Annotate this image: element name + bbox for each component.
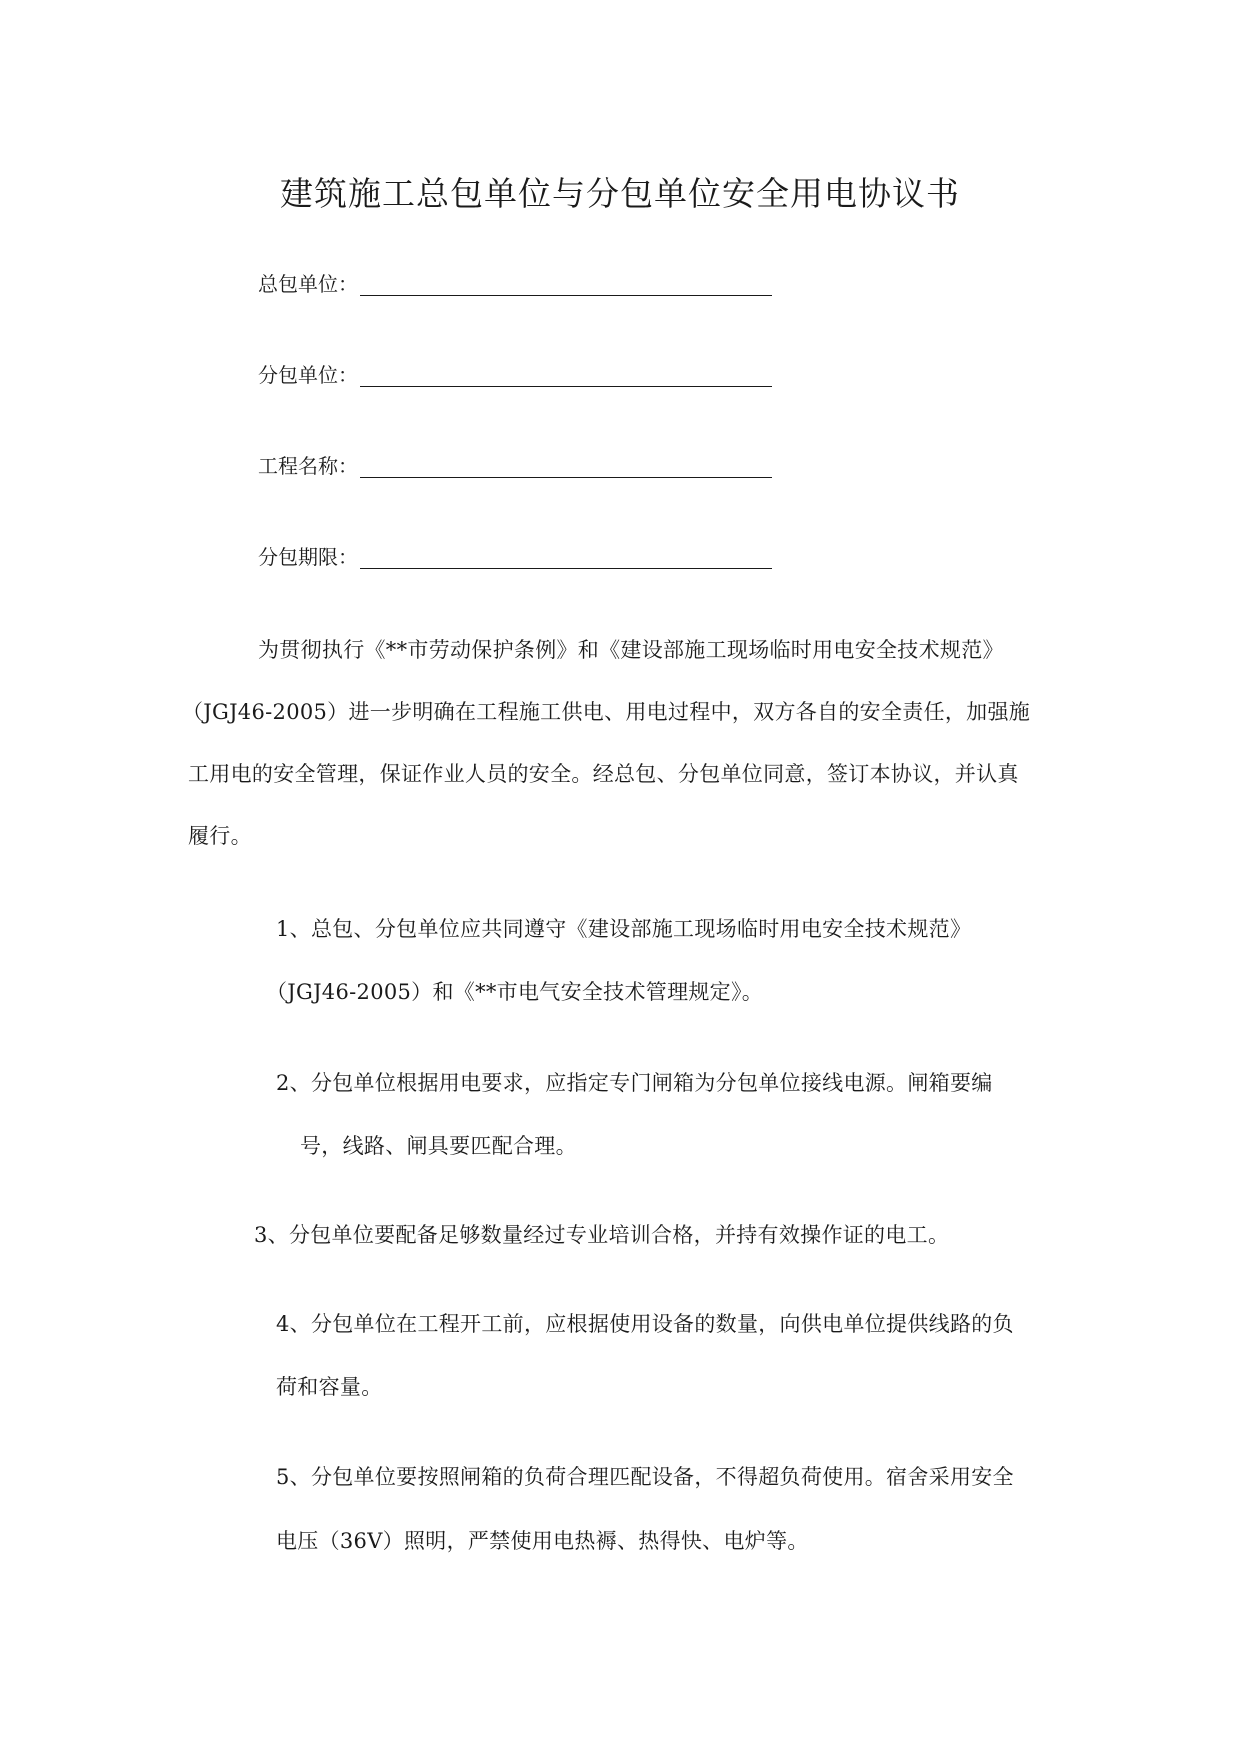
clause-line: 5、分包单位要按照闸箱的负荷合理匹配设备，不得超负荷使用。宿舍采用安全 bbox=[276, 1465, 1014, 1489]
document-title: 建筑施工总包单位与分包单位安全用电协议书 bbox=[280, 174, 960, 213]
field-general-contractor bbox=[258, 264, 772, 296]
clause-line: 2、分包单位根据用电要求，应指定专门闸箱为分包单位接线电源。闸箱要编 bbox=[276, 1071, 993, 1095]
clause-line: 号，线路、闸具要匹配合理。 bbox=[300, 1134, 577, 1158]
field-subcontract-period bbox=[258, 537, 772, 569]
clause-line: 荷和容量。 bbox=[276, 1375, 383, 1399]
intro-line: （JGJ46-2005）进一步明确在工程施工供电、用电过程中，双方各自的安全责任，加强施 bbox=[182, 700, 1031, 724]
field-label: 分包期限： bbox=[258, 545, 358, 569]
blank-line bbox=[360, 449, 772, 478]
field-label: 总包单位： bbox=[258, 272, 358, 296]
field-label: 分包单位： bbox=[258, 363, 358, 387]
blank-line bbox=[360, 540, 772, 569]
blank-line bbox=[360, 267, 772, 296]
field-project-name bbox=[258, 446, 772, 478]
field-label: 工程名称： bbox=[258, 454, 358, 478]
intro-line: 工用电的安全管理，保证作业人员的安全。经总包、分包单位同意，签订本协议，并认真 bbox=[188, 762, 1019, 786]
field-subcontractor bbox=[258, 355, 772, 387]
blank-line bbox=[360, 358, 772, 387]
clause-line: 1、总包、分包单位应共同遵守《建设部施工现场临时用电安全技术规范》 bbox=[276, 917, 972, 941]
intro-line: 为贯彻执行《**市劳动保护条例》和《建设部施工现场临时用电安全技术规范》 bbox=[258, 638, 1004, 662]
intro-line: 履行。 bbox=[188, 824, 252, 848]
clause-line: 4、分包单位在工程开工前，应根据使用设备的数量，向供电单位提供线路的负 bbox=[276, 1312, 1014, 1336]
clause-line: 电压（36V）照明，严禁使用电热褥、热得快、电炉等。 bbox=[276, 1529, 809, 1553]
clause-line: （JGJ46-2005）和《**市电气安全技术管理规定》。 bbox=[266, 980, 764, 1004]
clause-line: 3、分包单位要配备足够数量经过专业培训合格，并持有效操作证的电工。 bbox=[254, 1223, 950, 1247]
